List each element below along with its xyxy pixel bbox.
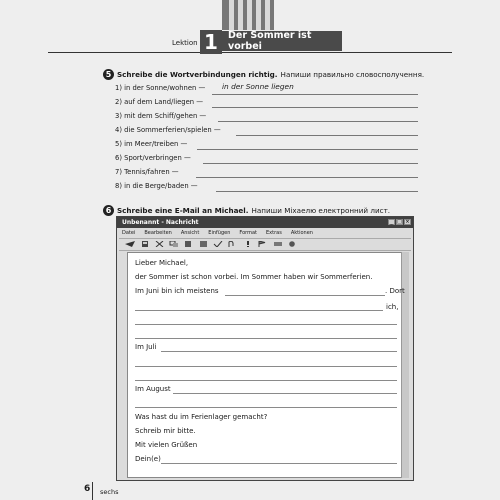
exercise-instruction-ua: Напиши правильно словосполучення. [280,70,425,79]
write-line[interactable] [173,393,397,394]
exercise-number-badge: 6 [103,205,114,216]
window-title: Unbenannt - Nachricht [122,219,199,226]
email-line: Im Juni bin ich meistens [135,287,219,295]
example-answer: in der Sonne liegen [222,82,294,91]
page-title: Der Sommer ist vorbei [222,31,342,51]
exercise-item: 6) Sport/verbringen — [115,154,191,162]
answer-line[interactable] [212,107,418,108]
email-greeting: Lieber Michael, [135,259,189,267]
menu-bar [117,228,413,237]
close-icon[interactable]: × [405,219,410,225]
exercise-instruction: Schreibe eine E-Mail an Michael. [117,206,249,215]
write-line[interactable] [161,351,397,352]
paste-icon[interactable] [183,241,193,247]
cut-icon[interactable] [155,241,165,247]
footer-rule [92,482,93,500]
exercise-5-heading [103,69,424,80]
write-line[interactable] [135,366,397,367]
menu-ansicht[interactable]: Ansicht [180,229,200,236]
attach-icon[interactable] [227,241,237,247]
page-number-word: sechs [100,488,119,496]
answer-line[interactable] [203,163,418,164]
header-tab-decoration [222,0,274,30]
answer-line[interactable] [212,94,418,95]
email-line: Schreib mir bitte. [135,427,196,435]
options-icon[interactable] [273,241,283,247]
lektion-label: Lektion [172,39,198,47]
toolbar [119,238,411,251]
priority-icon[interactable] [243,241,253,247]
answer-line[interactable] [216,191,418,192]
exercise-item: 7) Tennis/fahren — [115,168,179,176]
exercise-instruction: Schreibe die Wortverbindungen richtig. [117,70,278,79]
answer-line[interactable] [236,135,418,136]
lektion-number: 1 [200,30,222,54]
email-line: Im Juli [135,343,157,351]
email-line: der Sommer ist schon vorbei. Im Sommer haben wir Sommerferien. [135,273,373,281]
menu-datei[interactable]: Datei [122,229,136,236]
menu-format[interactable]: Format [239,229,257,236]
help-icon[interactable] [287,241,297,247]
save-icon[interactable] [141,241,151,247]
window-titlebar [117,217,413,228]
menu-extras[interactable]: Extras [266,229,282,236]
exercise-item: 4) die Sommerferien/spielen — [115,126,221,134]
answer-line[interactable] [218,121,418,122]
email-line: . Dort [385,287,405,295]
exercise-item: 3) mit dem Schiff/gehen — [115,112,207,120]
write-line[interactable] [135,407,397,408]
exercise-item: 2) auf dem Land/liegen — [115,98,204,106]
page-number: 6 [84,484,91,494]
email-line: Im August [135,385,171,393]
copy-icon[interactable] [169,241,179,247]
email-line: Was hast du im Ferienlager gemacht? [135,413,268,421]
write-line[interactable] [161,463,397,464]
scrollbar[interactable] [401,252,409,478]
write-line[interactable] [135,310,383,311]
answer-line[interactable] [196,177,418,178]
write-line[interactable] [225,295,385,296]
answer-line[interactable] [197,149,418,150]
menu-aktionen[interactable]: Aktionen [290,229,313,236]
check-names-icon[interactable] [213,241,223,247]
minimize-icon[interactable]: _ [388,219,395,225]
exercise-instruction-ua: Напиши Міхаелю електронний лист. [251,206,391,215]
exercise-6-heading [103,205,390,216]
write-line[interactable] [135,324,397,325]
send-icon[interactable] [125,241,135,247]
exercise-item: 1) in der Sonne/wohnen — [115,84,206,92]
address-book-icon[interactable] [199,241,209,247]
email-window [116,216,414,481]
write-line[interactable] [135,380,397,381]
exercise-item: 8) in die Berge/baden — [115,182,198,190]
write-line[interactable] [135,338,397,339]
email-line: ich, [386,303,399,311]
header-rule [48,52,452,53]
email-line: Mit vielen Grüßen [135,441,198,449]
menu-einfuegen[interactable]: Einfügen [208,229,231,236]
flag-icon[interactable] [257,241,267,247]
exercise-number-badge: 5 [103,69,114,80]
maximize-icon[interactable]: □ [397,219,402,225]
email-signature-label: Dein(e) [135,455,161,463]
exercise-item: 5) im Meer/treiben — [115,140,188,148]
menu-bearbeiten[interactable]: Bearbeiten [144,229,172,236]
